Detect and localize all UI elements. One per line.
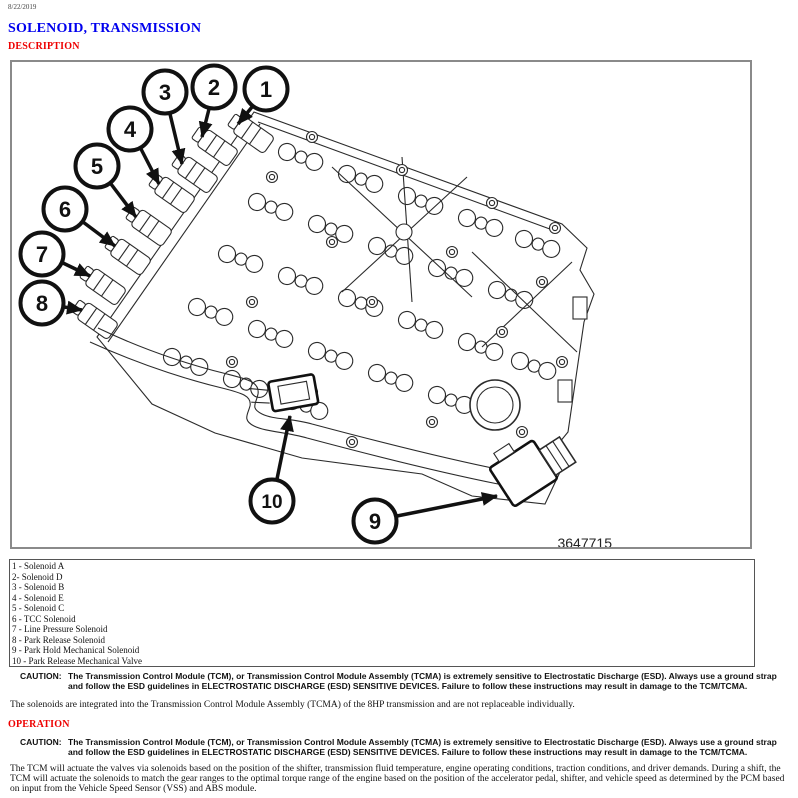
svg-text:4: 4 <box>123 117 137 142</box>
legend-item: 1 - Solenoid A <box>12 561 65 571</box>
legend-item: 9 - Park Hold Mechanical Solenoid <box>12 645 140 655</box>
section-heading-operation: OPERATION <box>8 719 70 730</box>
callout-7 <box>21 233 64 276</box>
caution-block-operation <box>20 738 785 758</box>
caution-label: CAUTION: <box>20 671 62 681</box>
figure-number: 3647715 <box>557 535 612 547</box>
callout-9-arrow <box>397 496 497 516</box>
caution-text: The Transmission Control Module (TCM), or Transmission Control Module Assembly (TCMA) is extremely sensitive to Electrostatic Discharge (ESD). Always use a ground strap and follow the ESD guidelines in ELECTROSTATIC DISCHARGE (ESD) SENSITIVE DEVICES. Failure to follow these instructions may result in damage to the TCM/TCMA. <box>68 737 777 757</box>
caution-text: The Transmission Control Module (TCM), or Transmission Control Module Assembly (TCMA) is extremely sensitive to Electrostatic Discharge (ESD). Always use a ground strap and follow the ESD guidelines in ELECTROSTATIC DISCHARGE (ESD) SENSITIVE DEVICES. Failure to follow these instructions may result in damage to the TCM/TCMA. <box>68 671 777 691</box>
transmission-valve-body-diagram <box>12 62 750 547</box>
svg-text:7: 7 <box>35 242 49 267</box>
callout-4 <box>109 108 152 151</box>
bore-circle <box>470 380 520 430</box>
legend-item: 3 - Solenoid B <box>12 582 65 592</box>
callout-8 <box>21 282 64 325</box>
page-date: 8/22/2019 <box>8 3 37 11</box>
svg-text:9: 9 <box>368 509 382 534</box>
legend-item: 10 - Park Release Mechanical Valve <box>12 655 143 666</box>
page-title: SOLENOID, TRANSMISSION <box>8 21 202 36</box>
legend-box <box>9 559 755 667</box>
svg-text:6: 6 <box>58 197 72 222</box>
svg-text:10: 10 <box>261 492 283 513</box>
callout-2 <box>193 66 236 109</box>
section-heading-description: DESCRIPTION <box>8 41 80 52</box>
callout-10 <box>251 480 294 523</box>
svg-text:3: 3 <box>158 80 172 105</box>
svg-text:2: 2 <box>207 75 221 100</box>
operation-paragraph: The TCM will actuate the valves via solenoids based on the position of the shifter, transmission fluid temperature, engine operating conditions, traction conditions, and driver demands. During a shift, the TCM will actuate the solenoids to match the gear ranges to the optimal torque range of the engine based on the position of the accelerator pedal, shifter, and vehicle speed as determined by the PCM based on input from the Vehicle Speed Sensor (VSS) and ABS module. <box>10 764 785 795</box>
transmission-diagram-box <box>10 60 752 549</box>
callout-1 <box>245 68 288 111</box>
legend-item: 6 - TCC Solenoid <box>12 613 76 624</box>
callout-3 <box>144 71 187 114</box>
legend-item: 4 - Solenoid E <box>12 592 64 603</box>
legend-item: 5 - Solenoid C <box>12 603 65 613</box>
callout-5-arrow <box>111 184 136 217</box>
callout-6-arrow <box>83 222 115 246</box>
callout-3-arrow <box>170 114 182 164</box>
description-paragraph: The solenoids are integrated into the Transmission Control Module Assembly (TCMA) of the 8HP transmission and are not replaceable individually. <box>10 700 575 710</box>
callout-5 <box>76 145 119 188</box>
svg-text:5: 5 <box>90 154 104 179</box>
legend-item: 7 - Line Pressure Solenoid <box>12 624 108 634</box>
caution-block-description <box>20 672 785 692</box>
caution-label: CAUTION: <box>20 737 62 747</box>
callout-6 <box>44 188 87 231</box>
legend-item: 2- Solenoid D <box>12 571 63 582</box>
callout-9 <box>354 500 397 543</box>
callout-4-arrow <box>141 149 159 184</box>
legend-item: 8 - Park Release Solenoid <box>12 634 105 645</box>
svg-text:8: 8 <box>35 291 49 316</box>
svg-text:1: 1 <box>259 77 273 102</box>
